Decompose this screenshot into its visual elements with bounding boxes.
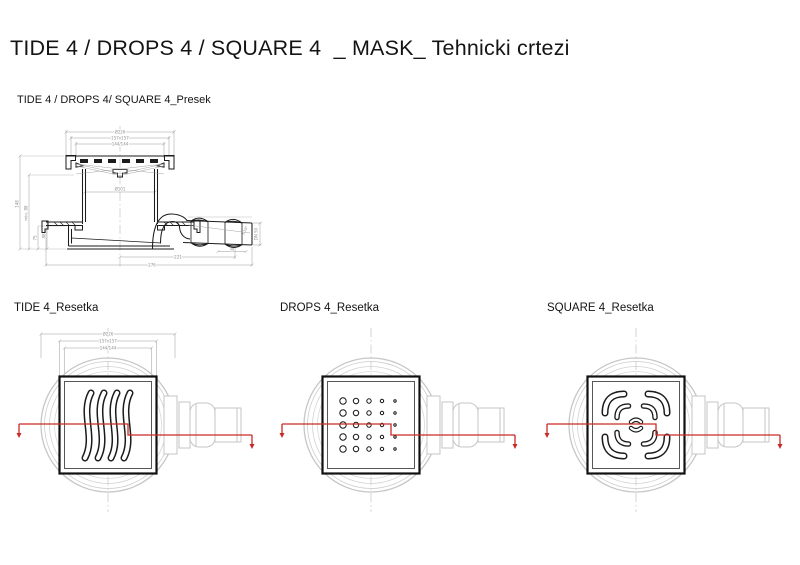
square-label: SQUARE 4_Resetka [547, 302, 654, 314]
drops-drawing [280, 328, 518, 512]
dim-left-88: 88 [41, 233, 47, 239]
dim-dn50: DN 50 [253, 227, 259, 241]
dim-bottom-221: 221 [174, 254, 182, 260]
tide-label: TIDE 4_Resetka [14, 302, 99, 314]
grate-drawings [0, 322, 800, 517]
cross-section-drawing [2, 118, 292, 296]
dim-top-mid: 157x157 [111, 135, 129, 141]
dim-left-min: min. 88 [23, 205, 29, 221]
dim-left-75: 75 [32, 235, 38, 241]
dim-left-148: 148 [14, 200, 20, 208]
tide-dim-frame: 157x157 [99, 338, 117, 344]
dim-bottom-276: 276 [148, 262, 156, 268]
drops-outlet-pipe [427, 396, 504, 454]
square-outlet-pipe [692, 396, 769, 454]
page-title: TIDE 4 / DROPS 4 / SQUARE 4 _ MASK_ Tehnicki crtezi [10, 36, 570, 60]
dim-top-inner: 144/144 [111, 141, 129, 147]
cross-section-label: TIDE 4 / DROPS 4/ SQUARE 4_Presek [17, 94, 211, 106]
cross-section-dimensions [15, 129, 262, 267]
dim-outlet-46: 46 [229, 247, 235, 252]
tide-dim-grate: 144/144 [99, 345, 117, 351]
square-drawing [545, 328, 783, 512]
dim-slope-angle: 1.18° [241, 225, 250, 236]
tide-drawing [17, 328, 255, 512]
drops-label: DROPS 4_Resetka [280, 302, 380, 314]
tide-dim-outer: Ø226 [102, 331, 114, 337]
dim-body-diameter: Ø101 [114, 186, 126, 192]
dim-top-outer: Ø226 [114, 129, 126, 135]
mask-lattice [76, 164, 250, 233]
tide-outlet-pipe [164, 396, 241, 454]
